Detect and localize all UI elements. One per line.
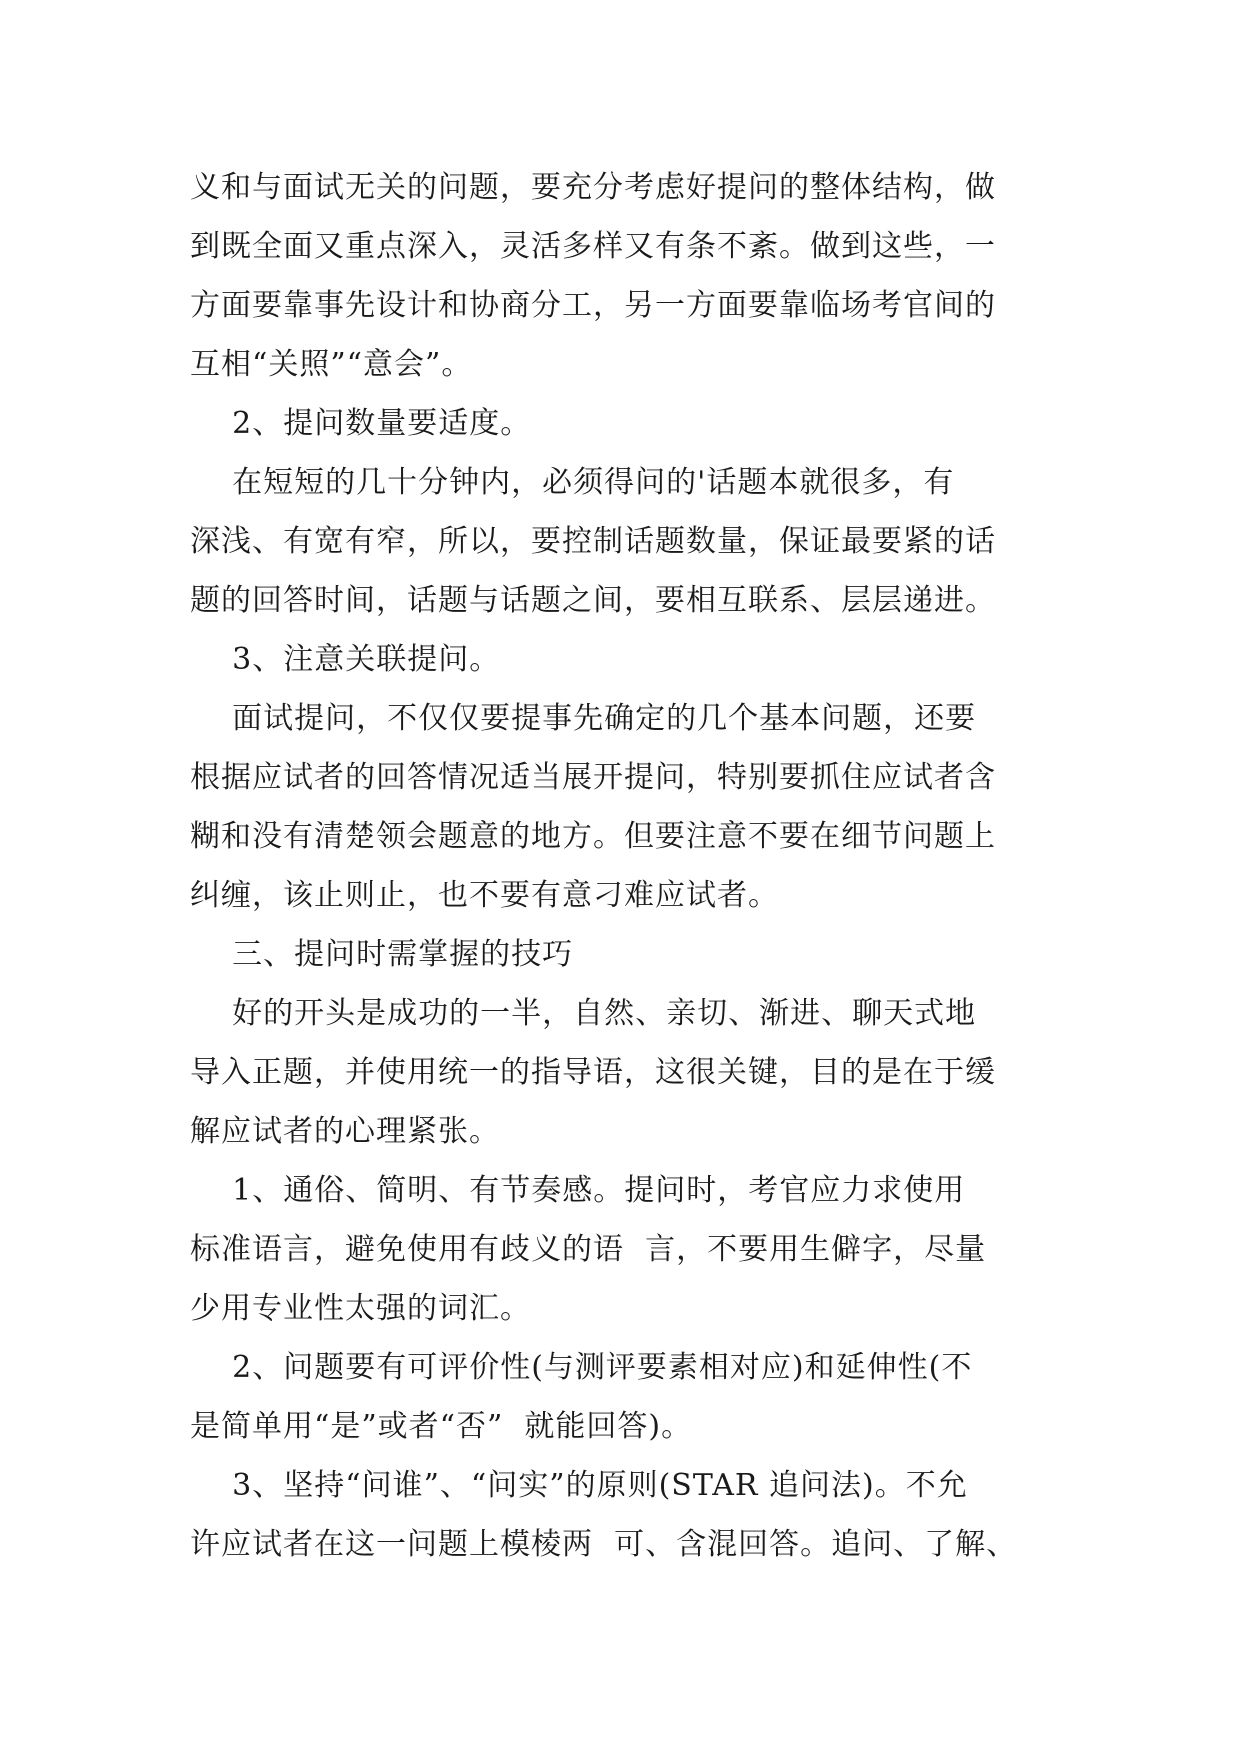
section-heading-2: 2、提问数量要适度。 bbox=[190, 406, 532, 441]
text-line-22: 是简单用“是”或者“否” 就能回答)。 bbox=[190, 1409, 693, 1444]
text-line-1: 义和与面试无关的问题，要充分考虑好提问的整体结构，做 bbox=[190, 170, 996, 205]
text-line-8: 题的回答时间，话题与话题之间，要相互联系、层层递进。 bbox=[190, 583, 996, 618]
text-line-15: 好的开头是成功的一半，自然、亲切、渐进、聊天式地 bbox=[190, 996, 977, 1031]
text-line-12: 糊和没有清楚领会题意的地方。但要注意不要在细节问题上 bbox=[190, 819, 996, 854]
text-line-11: 根据应试者的回答情况适当展开提问，特别要抓住应试者含 bbox=[190, 760, 996, 795]
text-line-6: 在短短的几十分钟内，必须得问的'话题本就很多，有 bbox=[190, 465, 955, 500]
text-line-3: 方面要靠事先设计和协商分工，另一方面要靠临场考官间的 bbox=[190, 288, 996, 323]
text-line-18: 1、通俗、简明、有节奏感。提问时，考官应力求使用 bbox=[190, 1173, 966, 1208]
text-line-20: 少用专业性太强的词汇。 bbox=[190, 1291, 531, 1326]
section-heading-3: 3、注意关联提问。 bbox=[190, 642, 501, 677]
text-line-2: 到既全面又重点深入，灵活多样又有条不紊。做到这些，一 bbox=[190, 229, 996, 264]
text-line-19: 标准语言，避免使用有歧义的语 言，不要用生僻字，尽量 bbox=[190, 1232, 987, 1267]
document-body bbox=[190, 158, 1080, 1574]
text-line-24: 许应试者在这一问题上模棱两 可、含混回答。追问、了解、 bbox=[190, 1527, 1018, 1562]
text-line-17: 解应试者的心理紧张。 bbox=[190, 1114, 500, 1149]
text-line-23: 3、坚持“问谁”、“问实”的原则(STAR 追问法)。不允 bbox=[190, 1468, 968, 1503]
text-line-21: 2、问题要有可评价性(与测评要素相对应)和延伸性(不 bbox=[190, 1350, 973, 1385]
text-line-13: 纠缠，该止则止，也不要有意刁难应试者。 bbox=[190, 878, 779, 913]
text-line-4: 互相“关照”“意会”。 bbox=[190, 347, 473, 382]
text-line-7: 深浅、有宽有窄，所以，要控制话题数量，保证最要紧的话 bbox=[190, 524, 996, 559]
section-heading-three: 三、提问时需掌握的技巧 bbox=[190, 937, 574, 972]
text-line-16: 导入正题，并使用统一的指导语，这很关键，目的是在于缓 bbox=[190, 1055, 996, 1090]
text-line-10: 面试提问，不仅仅要提事先确定的几个基本问题，还要 bbox=[190, 701, 977, 736]
